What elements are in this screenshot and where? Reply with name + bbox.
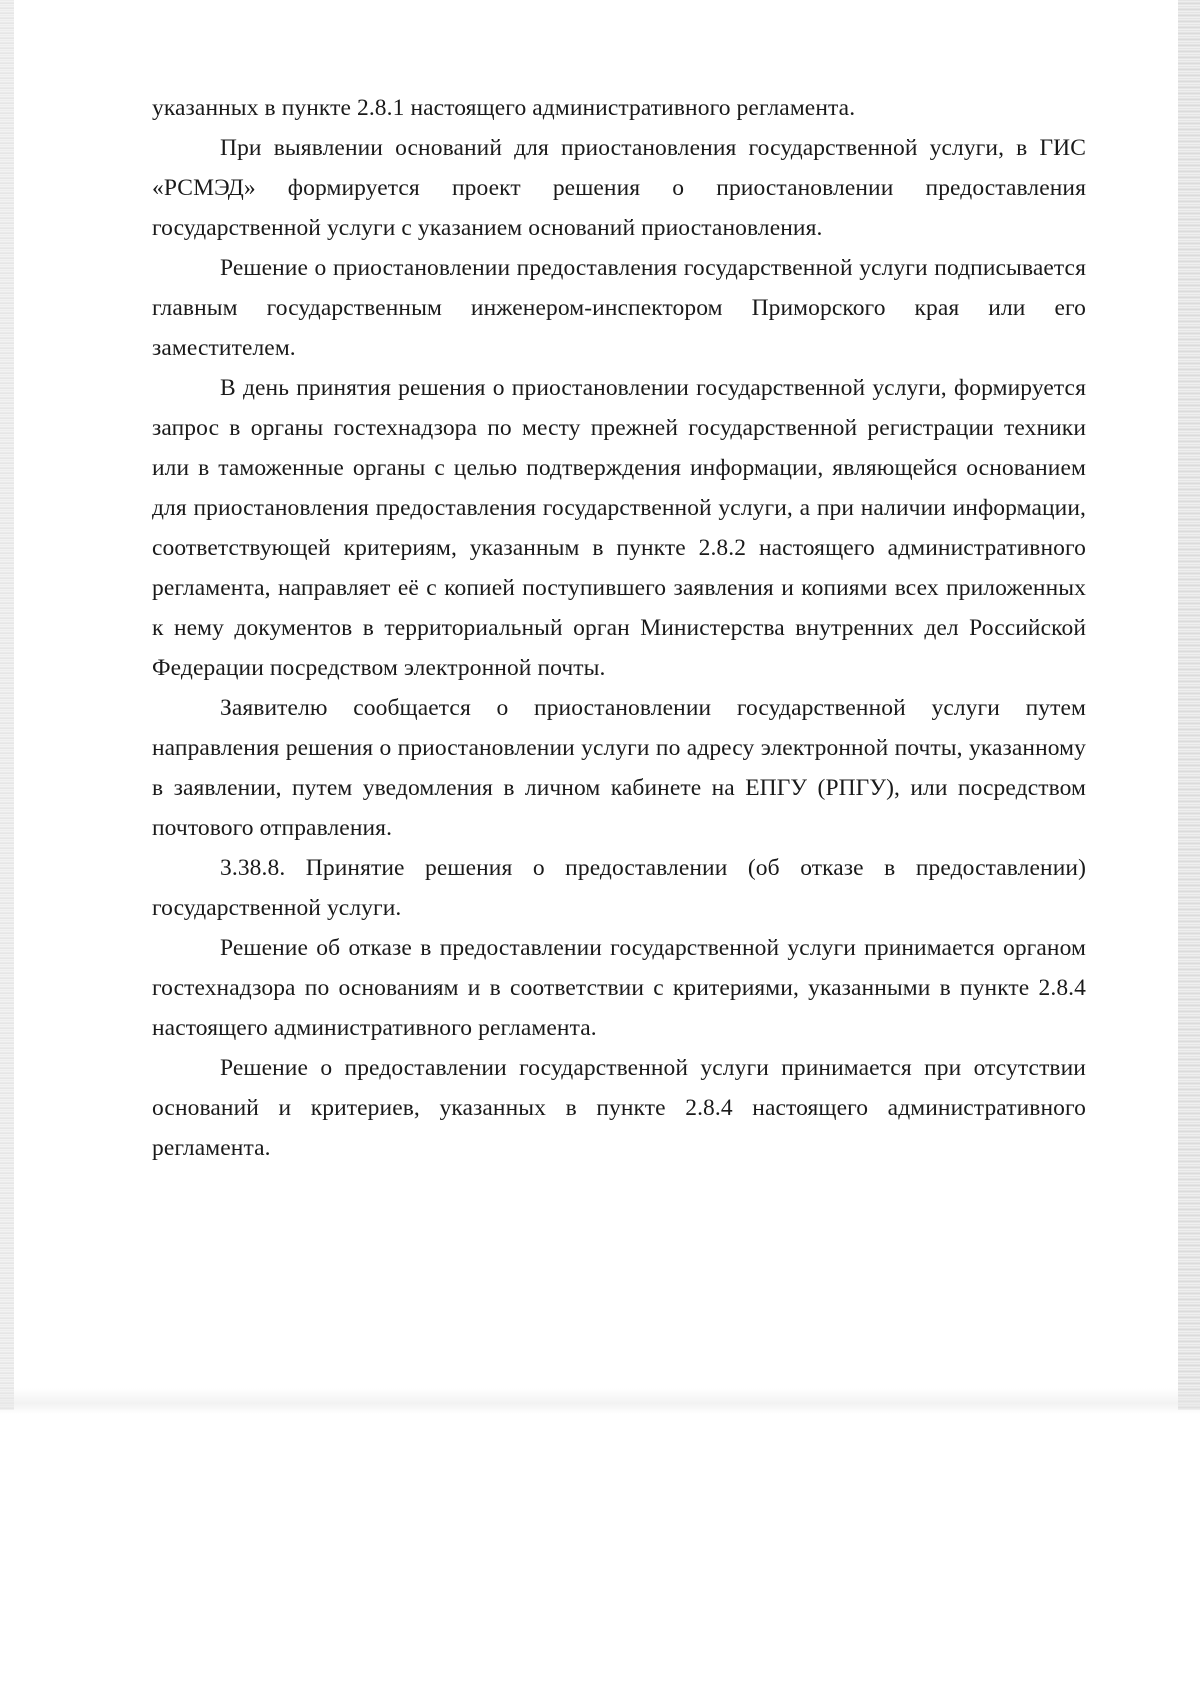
paragraph-suspension-signing: Решение о приостановлении предоставления государственной услуги подписывается главным государственным инженером-инспектором Приморского края или его заместителем. (152, 255, 1086, 361)
document-body (152, 88, 1086, 1168)
paragraph-continuation: указанных в пункте 2.8.1 настоящего административного регламента. (152, 95, 856, 121)
paragraph-suspension-request: В день принятия решения о приостановлении государственной услуги, формируется запрос в органы гостехнадзора по месту прежней государственной регистрации техники или в таможенные органы с целью подтверждения информации, являющейся основанием для приостановления предоставления государственной услуги, а при наличии информации, соответствующей критериям, указанным в пункте 2.8.2 настоящего административного регламента, направляет её с копией поступившего заявления и копиями всех приложенных к нему документов в территориальный орган Министерства внутренних дел Российской Федерации посредством электронной почты. (152, 375, 1086, 681)
paragraph-applicant-notice: Заявителю сообщается о приостановлении государственной услуги путем направления решения о приостановлении услуги по адресу электронной почты, указанному в заявлении, путем уведомления в личном кабинете на ЕПГУ (РПГУ), или посредством почтового отправления. (152, 695, 1086, 841)
scan-bottom-edge (0, 1388, 1200, 1414)
paragraph-grant-decision: Решение о предоставлении государственной услуги принимается при отсутствии оснований и критериев, указанных в пункте 2.8.4 настоящего административного регламента. (152, 1055, 1086, 1161)
scan-edge-left (0, 0, 14, 1410)
scan-edge-right (1178, 0, 1200, 1410)
paragraph-refusal-decision: Решение об отказе в предоставлении государственной услуги принимается органом гостехнадзора по основаниям и в соответствии с критериями, указанными в пункте 2.8.4 настоящего административного регламента. (152, 935, 1086, 1041)
paragraph-suspension-grounds: При выявлении оснований для приостановления государственной услуги, в ГИС «РСМЭД» формируется проект решения о приостановлении предоставления государственной услуги с указанием оснований приостановления. (152, 135, 1086, 241)
section-heading-3-38-8: 3.38.8. Принятие решения о предоставлении (об отказе в предоставлении) государственной услуги. (152, 855, 1086, 921)
